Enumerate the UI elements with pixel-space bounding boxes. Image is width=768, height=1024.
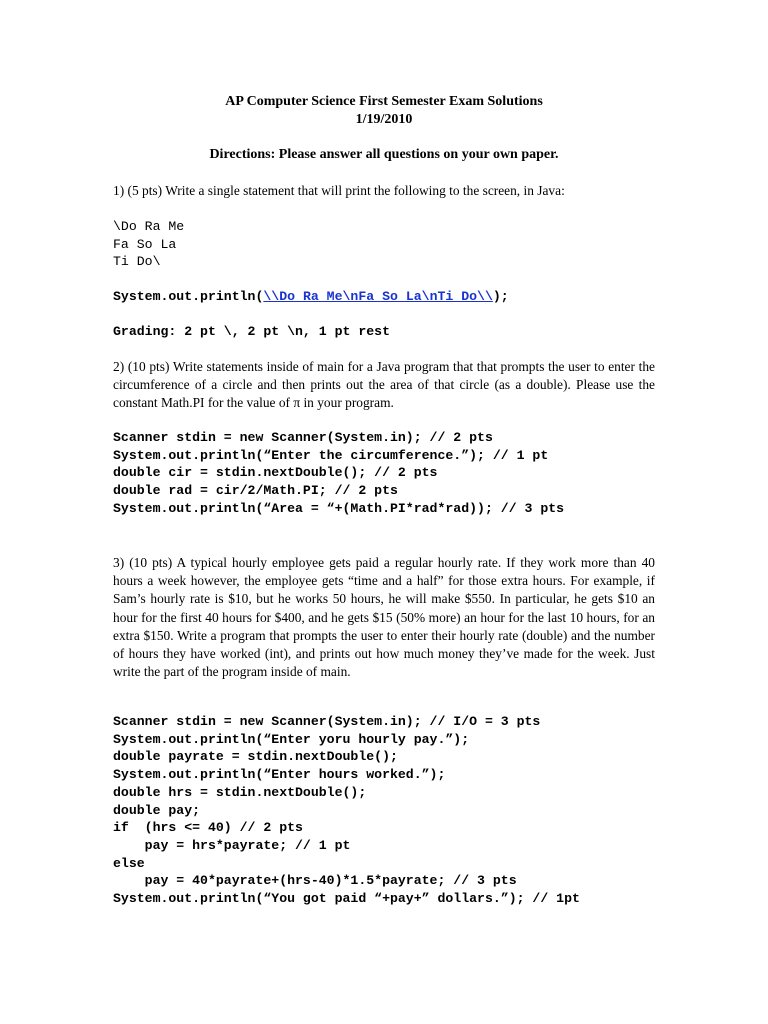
code-line: else: [113, 855, 145, 871]
code-line: double payrate = stdin.nextDouble();: [113, 749, 398, 765]
question-1-expected-output: [113, 218, 184, 271]
output-line: Fa So La: [113, 236, 177, 252]
answer-string-link[interactable]: \\Do Ra Me\nFa So La\nTi Do\\: [263, 289, 493, 304]
code-line: System.out.println(“You got paid “+pay+” dollars.”); // 1pt: [113, 891, 580, 907]
document-title: AP Computer Science First Semester Exam Solutions: [225, 94, 543, 109]
answer-prefix: System.out.println(: [113, 289, 264, 304]
question-2-prompt: 2) (10 pts) Write statements inside of main for a Java program that that prompts the user to enter the circumference of a circle and then prints out the area of that circle (as a double). Please use the constant Math.PI for the value of π in your program.: [113, 359, 655, 411]
output-line: \Do Ra Me: [113, 219, 185, 234]
output-line: Ti Do\: [113, 254, 161, 270]
code-line: double cir = stdin.nextDouble(); // 2 pts: [113, 465, 438, 481]
question-1-answer: [113, 288, 509, 306]
question-1-prompt: 1) (5 pts) Write a single statement that will print the following to the screen, in Java:: [113, 183, 565, 198]
document-date: 1/19/2010: [355, 112, 413, 127]
question-3-prompt: 3) (10 pts) A typical hourly employee gets paid a regular hourly rate. If they work more than 40 hours a week however, the employee gets “time and a half” for those extra hours. For example, if Sam’s hourly rate is $10, but he works 50 hours, he will make $550. In particular, he gets $10 an hour for the first 40 hours for $400, and he gets $15 (50% more) an hour for the last 10 hours, for an extra $150. Write a program that prompts the user to enter their hourly rate (double) and the number of hours they have worked (int), and prints out how much money they’ve made for the week. Just write the part of the program inside of main.: [113, 555, 655, 680]
code-line: double pay;: [113, 802, 201, 818]
code-line: pay = hrs*payrate; // 1 pt: [113, 837, 351, 853]
code-line: if (hrs <= 40) // 2 pts: [113, 820, 303, 836]
question-3-code: [113, 713, 580, 908]
code-line: Scanner stdin = new Scanner(System.in); // 2 pts: [113, 430, 493, 445]
code-line: System.out.println(“Area = “+(Math.PI*rad*rad)); // 3 pts: [113, 500, 565, 516]
question-2-code: [113, 429, 564, 518]
code-line: double hrs = stdin.nextDouble();: [113, 784, 367, 800]
code-line: System.out.println(“Enter hours worked.”);: [113, 767, 446, 783]
code-line: Scanner stdin = new Scanner(System.in); // I/O = 3 pts: [113, 714, 541, 729]
answer-suffix: );: [492, 289, 509, 304]
code-line: System.out.println(“Enter yoru hourly pay.”);: [113, 731, 470, 747]
code-line: double rad = cir/2/Math.PI; // 2 pts: [113, 483, 398, 499]
code-line: System.out.println(“Enter the circumference.”); // 1 pt: [113, 447, 549, 463]
code-line: pay = 40*payrate+(hrs-40)*1.5*payrate; // 3 pts: [113, 873, 517, 889]
directions: Directions: Please answer all questions on your own paper.: [209, 147, 559, 162]
question-1-grading: Grading: 2 pt \, 2 pt \n, 1 pt rest: [113, 324, 390, 339]
